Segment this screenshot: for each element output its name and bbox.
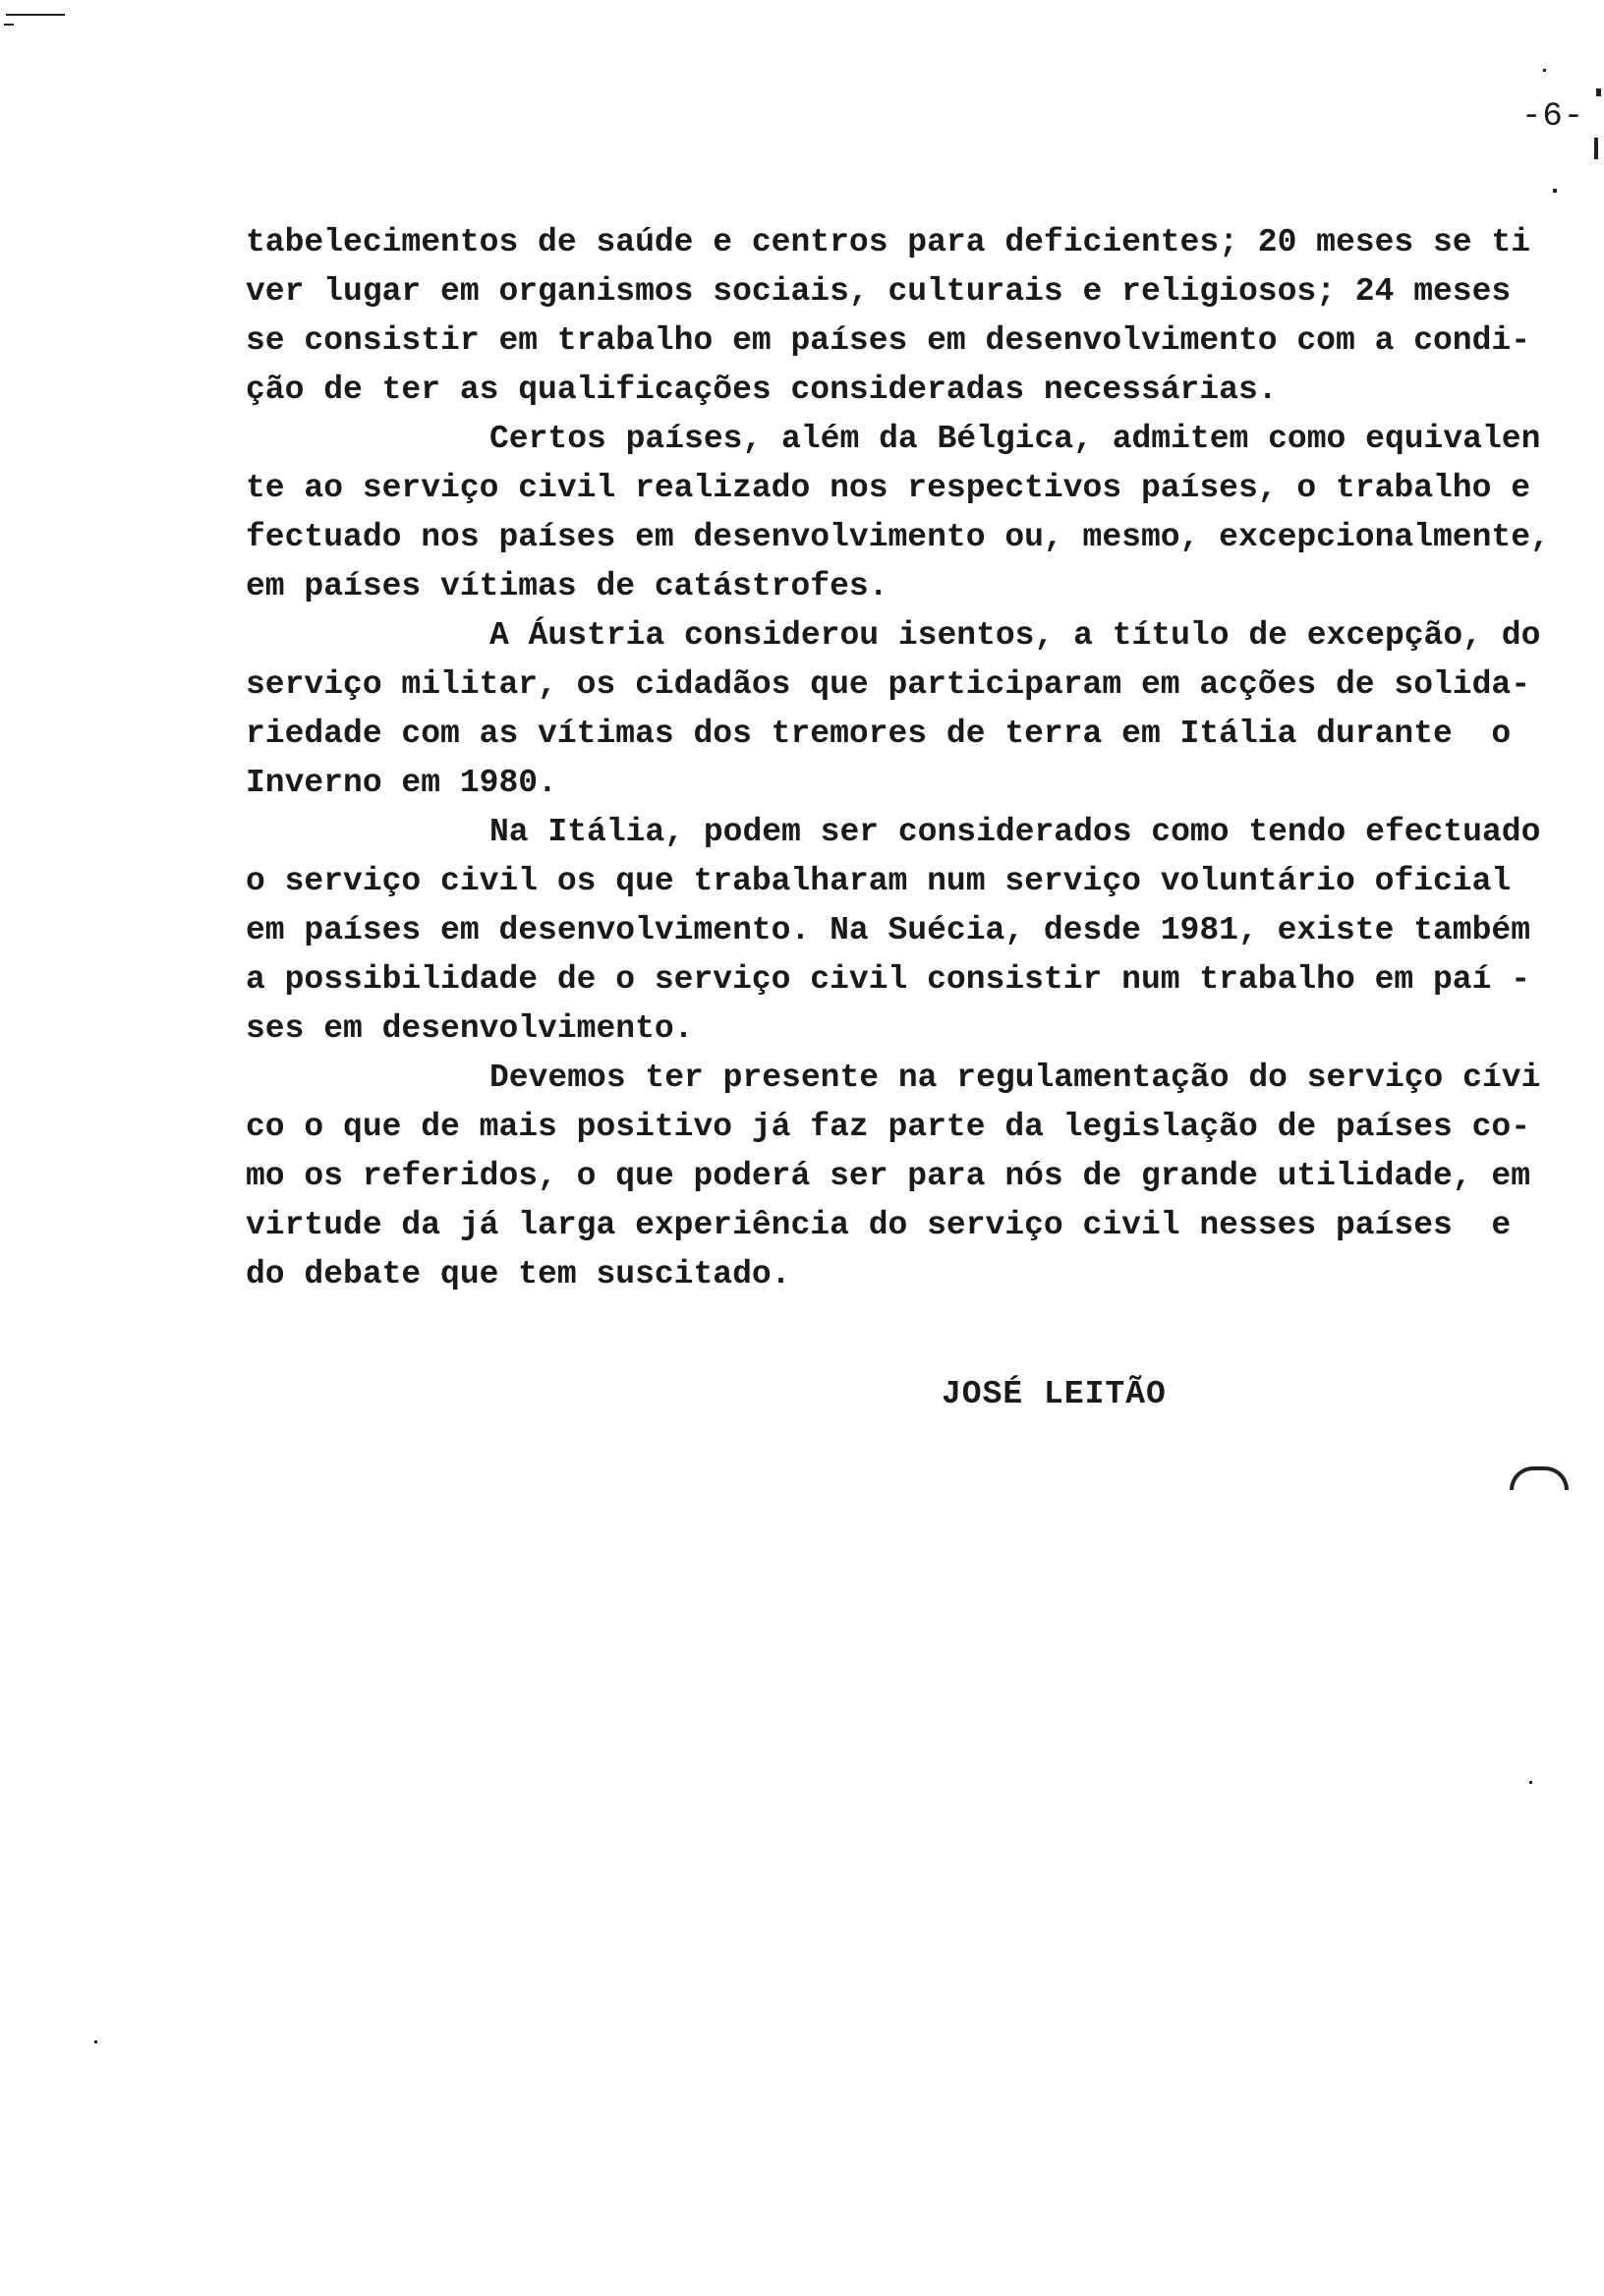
scan-mark-top-left — [6, 14, 65, 16]
text-line: fectuado nos países em desenvolvimento ou, mesmo, excepcionalmente, — [246, 519, 1550, 555]
scan-mark-arc — [1510, 1466, 1569, 1490]
scan-mark-right-3 — [1553, 189, 1557, 193]
scan-mark-right-1 — [1596, 88, 1601, 96]
text-line: Devemos ter presente na regulamentação do serviço cívi — [489, 1060, 1541, 1096]
text-line: em países vítimas de catástrofes. — [246, 568, 888, 604]
body-text — [246, 218, 1582, 1299]
text-line: serviço militar, os cidadãos que participaram em acções de solida- — [246, 666, 1531, 703]
text-line: ses em desenvolvimento. — [246, 1010, 694, 1047]
text-line: riedade com as vítimas dos tremores de terra em Itália durante o — [246, 716, 1512, 752]
text-line: se consistir em trabalho em países em desenvolvimento com a condi- — [246, 322, 1531, 359]
page-number: -6- — [1521, 98, 1585, 136]
text-line: Na Itália, podem ser considerados como tendo efectuado — [489, 814, 1541, 850]
text-line: Certos países, além da Bélgica, admitem como equivalen — [489, 421, 1541, 457]
signature: JOSÉ LEITÃO — [942, 1376, 1167, 1412]
text-line: virtude da já larga experiência do serviço civil nesses países e — [246, 1207, 1512, 1243]
text-line: a possibilidade de o serviço civil consistir num trabalho em paí - — [246, 961, 1531, 998]
scan-mark-right-4 — [1543, 69, 1546, 72]
text-line: te ao serviço civil realizado nos respectivos países, o trabalho e — [246, 470, 1531, 506]
text-line: mo os referidos, o que poderá ser para nós de grande utilidade, em — [246, 1158, 1531, 1194]
text-line: o serviço civil os que trabalharam num serviço voluntário oficial — [246, 863, 1512, 899]
scan-mark-top-left-2 — [4, 24, 14, 26]
text-line: A Áustria considerou isentos, a título de excepção, do — [489, 617, 1541, 654]
text-line: tabelecimentos de saúde e centros para deficientes; 20 meses se ti — [246, 224, 1531, 260]
text-line: do debate que tem suscitado. — [246, 1256, 791, 1292]
text-line: ção de ter as qualificações consideradas necessárias. — [246, 372, 1278, 408]
text-line: Inverno em 1980. — [246, 765, 557, 801]
scan-mark-dot-1 — [1529, 1781, 1532, 1784]
text-line: em países em desenvolvimento. Na Suécia, desde 1981, existe também — [246, 912, 1531, 948]
text-line: co o que de mais positivo já faz parte da legislação de países co- — [246, 1109, 1531, 1145]
scan-mark-dot-2 — [94, 2040, 97, 2043]
text-line: ver lugar em organismos sociais, culturais e religiosos; 24 meses — [246, 273, 1512, 310]
scan-mark-right-2 — [1594, 138, 1598, 159]
